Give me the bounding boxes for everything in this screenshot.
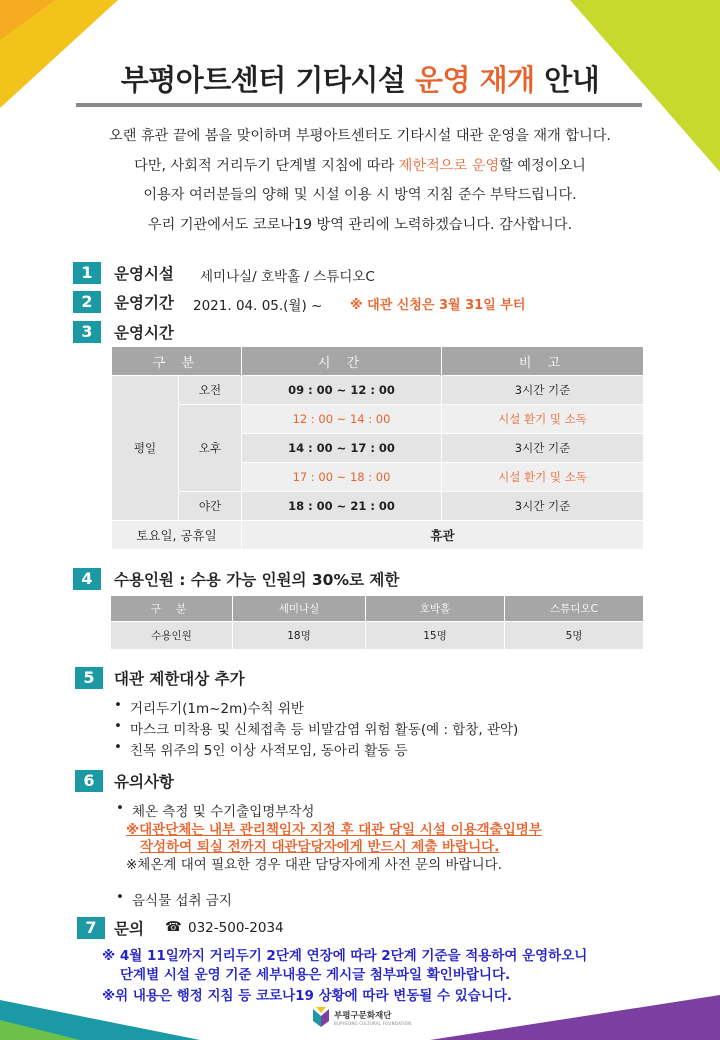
thermometer-note: ※체온계 대여 필요한 경우 대관 담당자에게 사전 문의 바랍니다. [126, 857, 502, 873]
logo-subtitle: BUPYEONG CULTURAL FOUNDATION [334, 1021, 412, 1026]
header-time: 시 간 [242, 347, 442, 376]
capacity-header: 구 분 [111, 596, 233, 622]
list-item: • 체온 측정 및 수기출입명부작성 [132, 800, 314, 820]
table-row-note: 3시간 기준 [442, 376, 644, 405]
title-underline [76, 103, 642, 107]
section-1-number: 1 [73, 262, 101, 284]
pm-label: 오후 [179, 405, 242, 492]
table-row-time: 14 : 00 ~ 17 : 00 [242, 434, 442, 463]
section-2-title: 운영기간 [114, 294, 174, 312]
holiday-label: 토요일, 공휴일 [112, 521, 242, 550]
application-notice: ※ 대관 신청은 3월 31일 부터 [350, 298, 526, 313]
hours-table [111, 346, 644, 550]
section-6-title: 유의사항 [114, 773, 174, 791]
section-5-title: 대관 제한대상 추가 [114, 670, 245, 688]
header-note: 비 고 [442, 347, 644, 376]
capacity-table [110, 595, 644, 650]
period-value: 2021. 04. 05.(월) ~ [193, 298, 323, 314]
intro-line-1: 오랜 휴관 끝에 봄을 맞이하며 부평아트센터도 기타시설 대관 운영을 재개 합니다. [109, 128, 611, 144]
table-row-time: 18 : 00 ~ 21 : 00 [242, 492, 442, 521]
table-row-note: 3시간 기준 [442, 434, 644, 463]
weekday-label: 평일 [112, 376, 179, 521]
capacity-header: 스튜디오C [505, 596, 644, 622]
capacity-value: 18명 [233, 622, 366, 650]
footer-notice-3: ※위 내용은 행정 지침 등 코로나19 상황에 따라 변동될 수 있습니다. [102, 988, 513, 1004]
intro-text [0, 125, 720, 243]
section-3-number: 3 [73, 321, 101, 343]
closed-label: 휴관 [242, 521, 644, 550]
caution-line-1: ※대관단체는 내부 관리책임자 지정 후 대관 당일 시설 이용객출입명부 [126, 822, 542, 838]
caution-line-2: 작성하여 퇴실 전까지 대관담당자에게 반드시 제출 바랍니다. [140, 839, 500, 855]
footer-notice-1: ※ 4월 11일까지 거리두기 2단계 연장에 따라 2단계 기준을 적용하여 운영하오니 [102, 948, 588, 964]
capacity-value: 5명 [505, 622, 644, 650]
section-4-number: 4 [73, 568, 101, 590]
intro-line-4: 우리 기관에서도 코로나19 방역 관리에 노력하겠습니다. 감사합니다. [147, 216, 573, 233]
foundation-logo [312, 1007, 442, 1035]
section-2-number: 2 [73, 291, 101, 313]
capacity-header: 세미나실 [233, 596, 366, 622]
capacity-value: 15명 [366, 622, 505, 650]
phone-icon: ☎ [165, 919, 182, 935]
capacity-header: 호박홀 [366, 596, 505, 622]
section-1-title: 운영시설 [114, 265, 174, 283]
page-title: 부평아트센터 기타시설 운영 재개 안내 [120, 63, 600, 97]
section-4-title: 수용인원 : 수용 가능 인원의 30%로 제한 [114, 571, 400, 589]
list-item: • 거리두기(1m~2m)수칙 위반 [130, 697, 304, 717]
facilities-value: 세미나실/ 호박홀 / 스튜디오C [200, 269, 375, 285]
intro-line-3: 이용자 여러분들의 양해 및 시설 이용 시 방역 지침 준수 부탁드립니다. [143, 187, 577, 203]
night-label: 야간 [179, 492, 242, 521]
section-7-title: 문의 [114, 920, 144, 938]
header-category: 구 분 [112, 347, 242, 376]
list-item: • 친목 위주의 5인 이상 사적모임, 동아리 활동 등 [130, 739, 408, 759]
footer-notice-2: 단계별 시설 운영 기준 세부내용은 게시글 첨부파일 확인바랍니다. [120, 967, 511, 983]
section-5-number: 5 [75, 667, 103, 689]
phone-number[interactable]: 032-500-2034 [188, 920, 284, 936]
capacity-row-label: 수용인원 [111, 622, 233, 650]
logo-mark-icon [312, 1007, 330, 1029]
table-row-note: 시설 환기 및 소독 [442, 405, 644, 434]
table-row-note: 시설 환기 및 소독 [442, 463, 644, 492]
section-7-number: 7 [77, 917, 105, 939]
list-item: • 음식물 섭취 금지 [132, 889, 232, 909]
list-item: • 마스크 미착용 및 신체접촉 등 비말감염 위험 활동(예 : 합창, 관악) [130, 718, 518, 738]
table-row-time: 17 : 00 ~ 18 : 00 [242, 463, 442, 492]
am-label: 오전 [179, 376, 242, 405]
table-row-note: 3시간 기준 [442, 492, 644, 521]
section-6-number: 6 [75, 770, 103, 792]
table-row-time: 12 : 00 ~ 14 : 00 [242, 405, 442, 434]
section-3-title: 운영시간 [114, 324, 174, 342]
table-row-time: 09 : 00 ~ 12 : 00 [242, 376, 442, 405]
intro-line-2: 다만, 사회적 거리두기 단계별 지침에 따라 제한적으로 운영할 예정이오니 [134, 157, 586, 174]
logo-name: 부평구문화재단 [334, 1011, 392, 1021]
